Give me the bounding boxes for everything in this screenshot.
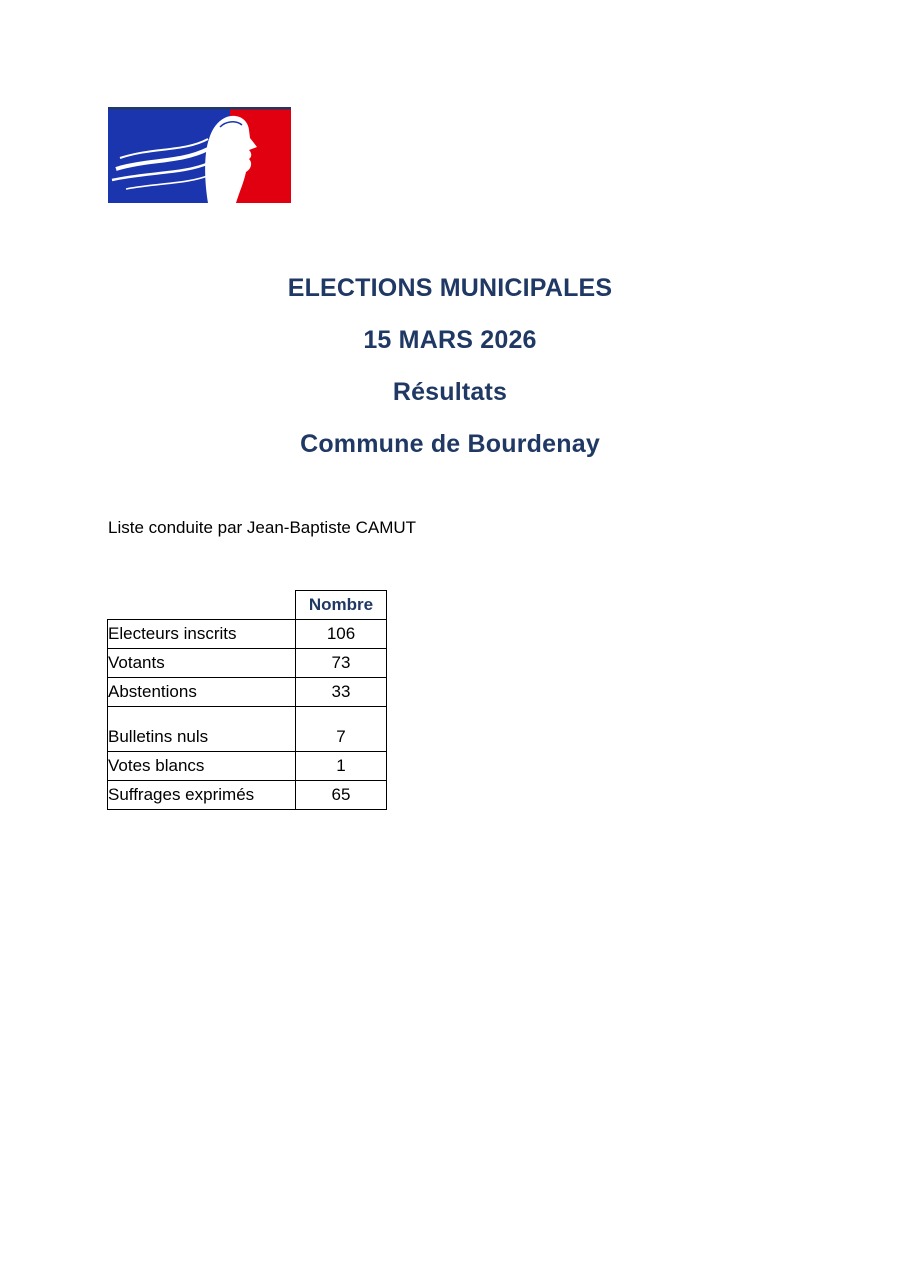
row-label: Bulletins nuls <box>108 707 296 752</box>
title-date: 15 MARS 2026 <box>363 326 537 354</box>
title-elections: ELECTIONS MUNICIPALES <box>287 274 613 302</box>
list-leader-text: Liste conduite par Jean-Baptiste CAMUT <box>108 518 417 537</box>
row-label: Suffrages exprimés <box>108 781 296 810</box>
title-block <box>0 262 900 470</box>
table-row <box>108 678 387 707</box>
title-resultats: Résultats <box>392 378 508 406</box>
results-table <box>107 590 387 810</box>
row-label: Electeurs inscrits <box>108 620 296 649</box>
row-value: 73 <box>296 649 387 678</box>
table-row <box>108 752 387 781</box>
header-empty-cell <box>108 591 296 620</box>
table-row <box>108 707 387 752</box>
marianne-logo-icon <box>108 107 291 203</box>
table-row <box>108 781 387 810</box>
column-header-nombre: Nombre <box>296 591 387 620</box>
table-row <box>108 649 387 678</box>
row-label: Votants <box>108 649 296 678</box>
marianne-logo <box>108 107 291 203</box>
row-value: 65 <box>296 781 387 810</box>
row-value: 106 <box>296 620 387 649</box>
row-value: 1 <box>296 752 387 781</box>
table-header-row <box>108 591 387 620</box>
row-label: Abstentions <box>108 678 296 707</box>
row-value: 7 <box>296 707 387 752</box>
row-value: 33 <box>296 678 387 707</box>
table-row <box>108 620 387 649</box>
row-label: Votes blancs <box>108 752 296 781</box>
title-commune: Commune de Bourdenay <box>300 430 600 458</box>
